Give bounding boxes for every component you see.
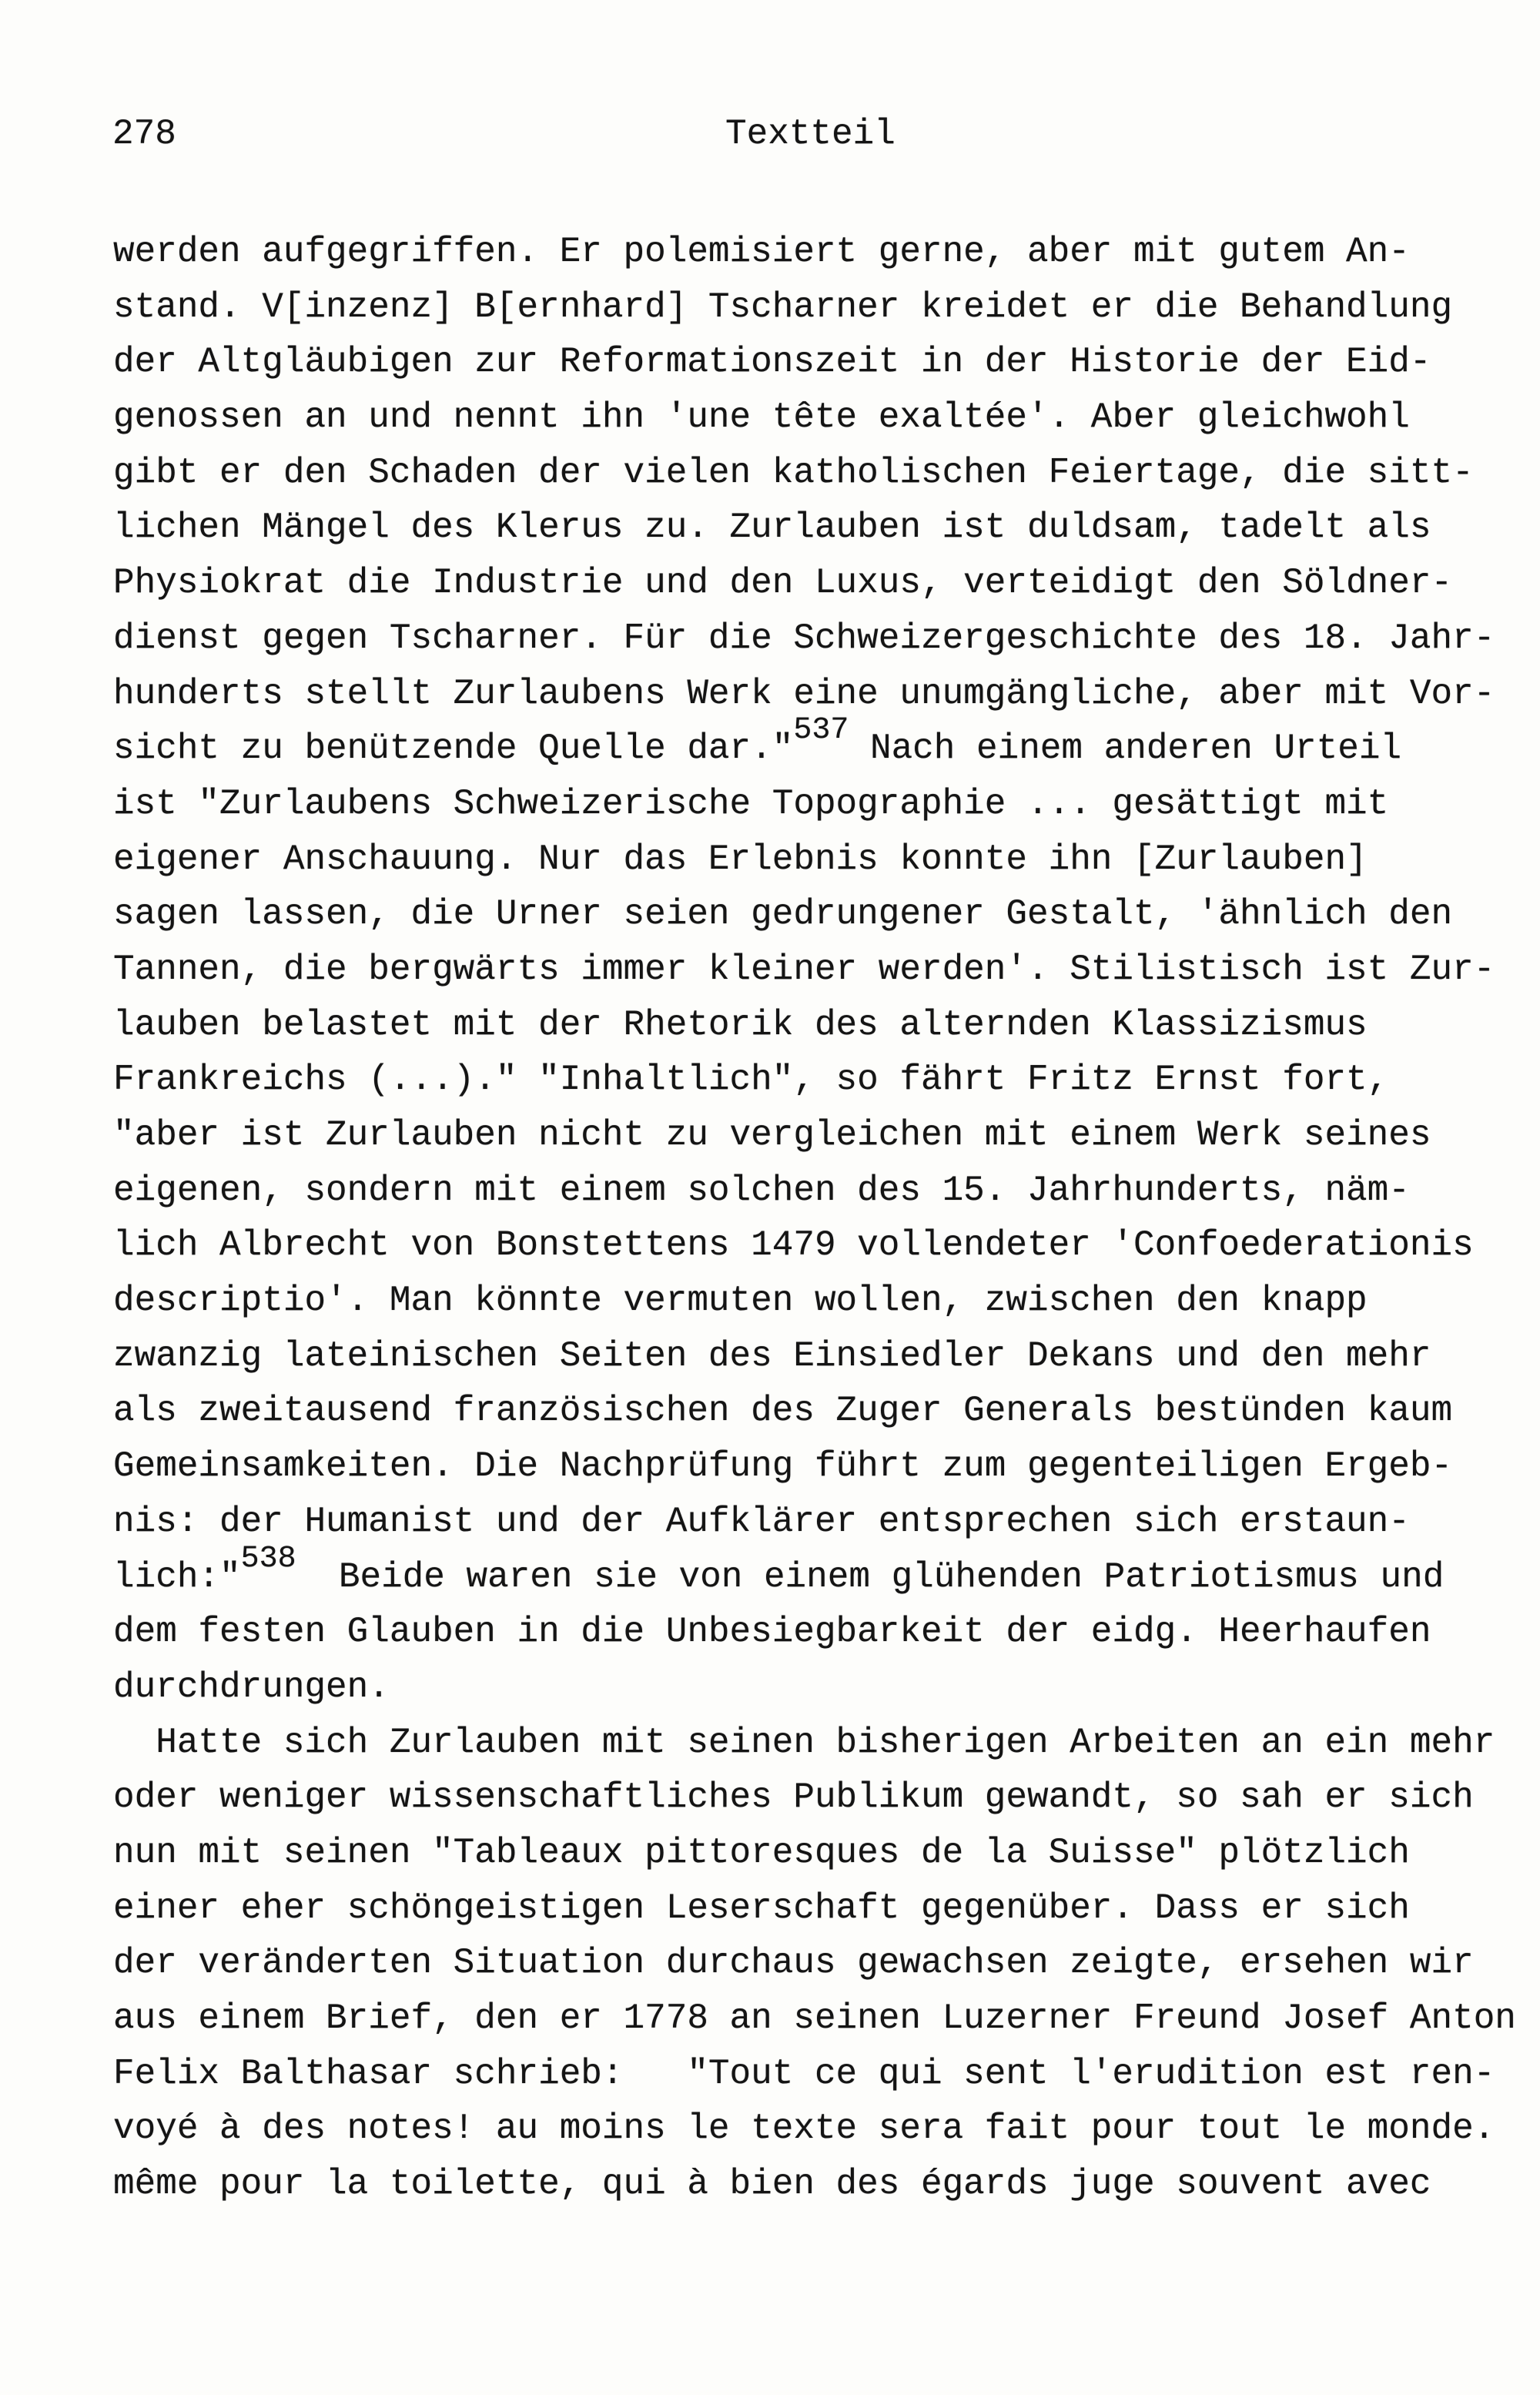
line-text: gibt er den Schaden der vielen katholischen Feiertage, die sitt- bbox=[113, 452, 1474, 493]
text-line bbox=[113, 1053, 1540, 1108]
line-text: Felix Balthasar schrieb: "Tout ce qui sent l'erudition est ren- bbox=[113, 2053, 1495, 2094]
text-line bbox=[113, 1936, 1540, 1991]
text-line bbox=[113, 1826, 1540, 1881]
text-line bbox=[113, 713, 1540, 777]
text-line bbox=[113, 1991, 1540, 2047]
text-line bbox=[113, 225, 1540, 280]
line-text: der veränderten Situation durchaus gewachsen zeigte, ersehen wir bbox=[113, 1943, 1474, 1984]
line-text: "aber ist Zurlauben nicht zu vergleichen mit einem Werk seines bbox=[113, 1115, 1431, 1155]
line-text: ist "Zurlaubens Schweizerische Topographie ... gesättigt mit bbox=[113, 783, 1389, 824]
text-line bbox=[113, 777, 1540, 832]
page-number: 278 bbox=[112, 114, 176, 154]
text-line bbox=[113, 390, 1540, 446]
line-text: Frankreichs (...)." "Inhaltlich", so fährt Fritz Ernst fort, bbox=[113, 1060, 1389, 1100]
text-line bbox=[113, 1108, 1540, 1164]
body-text bbox=[113, 225, 1540, 2212]
line-text: werden aufgegriffen. Er polemisiert gerne, aber mit gutem An- bbox=[113, 232, 1410, 272]
text-line bbox=[113, 556, 1540, 611]
line-text: nis: der Humanist und der Aufklärer entsprechen sich erstaun- bbox=[113, 1501, 1410, 1542]
line-text: aus einem Brief, den er 1778 an seinen Luzerner Freund Josef Anton bbox=[113, 1998, 1516, 2038]
text-line bbox=[113, 335, 1540, 390]
text-line bbox=[113, 887, 1540, 943]
line-text: lauben belastet mit der Rhetorik des alternden Klassizismus bbox=[113, 1004, 1368, 1045]
line-text: oder weniger wissenschaftliches Publikum gewandt, so sah er sich bbox=[113, 1777, 1474, 1818]
text-line bbox=[113, 1329, 1540, 1385]
line-text: sagen lassen, die Urner seien gedrungener Gestalt, 'ähnlich den bbox=[113, 894, 1453, 935]
text-line bbox=[113, 1541, 1540, 1606]
line-text: voyé à des notes! au moins le texte sera fait pour tout le monde. bbox=[113, 2109, 1495, 2149]
text-line bbox=[113, 998, 1540, 1053]
text-line bbox=[113, 501, 1540, 556]
line-text: durchdrungen. bbox=[113, 1666, 390, 1707]
text-line bbox=[113, 1384, 1540, 1439]
line-text: descriptio'. Man könnte vermuten wollen, zwischen den knapp bbox=[113, 1281, 1368, 1321]
line-text: eigenen, sondern mit einem solchen des 15. Jahrhunderts, näm- bbox=[113, 1170, 1410, 1211]
text-line bbox=[113, 1439, 1540, 1495]
text-line bbox=[113, 611, 1540, 667]
line-text: einer eher schöngeistigen Leserschaft gegenüber. Dass er sich bbox=[113, 1888, 1410, 1928]
line-text: Tannen, die bergwärts immer kleiner werden'. Stilistisch ist Zur- bbox=[113, 949, 1495, 990]
text-line bbox=[113, 1770, 1540, 1826]
text-line bbox=[113, 1164, 1540, 1219]
text-line bbox=[113, 1660, 1540, 1716]
text-line bbox=[113, 1881, 1540, 1937]
text-line bbox=[113, 2047, 1540, 2102]
text-line bbox=[113, 280, 1540, 336]
line-text: Beide waren sie von einem glühenden Patriotismus und bbox=[296, 1556, 1445, 1597]
line-text: Physiokrat die Industrie und den Luxus, verteidigt den Söldner- bbox=[113, 563, 1453, 604]
text-line bbox=[113, 446, 1540, 501]
text-line bbox=[113, 943, 1540, 998]
line-text: eigener Anschauung. Nur das Erlebnis konnte ihn [Zurlauben] bbox=[113, 839, 1368, 879]
line-text: lich:" bbox=[113, 1556, 241, 1597]
line-text: même pour la toilette, qui à bien des égards juge souvent avec bbox=[113, 2164, 1431, 2205]
footnote-ref-537: 537 bbox=[793, 713, 849, 749]
text-line bbox=[113, 1274, 1540, 1329]
footnote-ref-538: 538 bbox=[240, 1541, 296, 1576]
line-text: hunderts stellt Zurlaubens Werk eine unumgängliche, aber mit Vor- bbox=[113, 673, 1495, 714]
text-line bbox=[113, 1605, 1540, 1660]
text-line bbox=[113, 1218, 1540, 1274]
text-line bbox=[113, 1716, 1540, 1771]
page-title: Textteil bbox=[725, 114, 896, 154]
line-text: lichen Mängel des Klerus zu. Zurlauben ist duldsam, tadelt als bbox=[113, 507, 1431, 548]
text-line bbox=[113, 2157, 1540, 2212]
line-text: stand. V[inzenz] B[ernhard] Tscharner kreidet er die Behandlung bbox=[113, 286, 1453, 327]
page-header bbox=[0, 114, 1540, 169]
line-text: genossen an und nennt ihn 'une tête exaltée'. Aber gleichwohl bbox=[113, 397, 1410, 438]
line-text: lich Albrecht von Bonstettens 1479 vollendeter 'Confoederationis bbox=[113, 1225, 1474, 1266]
line-text: Nach einem anderen Urteil bbox=[849, 729, 1402, 769]
line-text: zwanzig lateinischen Seiten des Einsiedler Dekans und den mehr bbox=[113, 1335, 1431, 1376]
line-text: Gemeinsamkeiten. Die Nachprüfung führt zum gegenteiligen Ergeb- bbox=[113, 1446, 1453, 1487]
text-line bbox=[113, 832, 1540, 888]
line-text: sicht zu benützende Quelle dar." bbox=[113, 729, 794, 769]
line-text: der Altgläubigen zur Reformationszeit in der Historie der Eid- bbox=[113, 342, 1431, 383]
line-text: Hatte sich Zurlauben mit seinen bisherigen Arbeiten an ein mehr bbox=[113, 1722, 1495, 1763]
text-line bbox=[113, 2102, 1540, 2157]
line-text: nun mit seinen "Tableaux pittoresques de la Suisse" plötzlich bbox=[113, 1832, 1410, 1873]
line-text: als zweitausend französischen des Zuger Generals bestünden kaum bbox=[113, 1391, 1453, 1432]
line-text: dem festen Glauben in die Unbesiegbarkeit der eidg. Heerhaufen bbox=[113, 1612, 1431, 1653]
text-line bbox=[113, 1495, 1540, 1550]
line-text: dienst gegen Tscharner. Für die Schweizergeschichte des 18. Jahr- bbox=[113, 618, 1495, 658]
